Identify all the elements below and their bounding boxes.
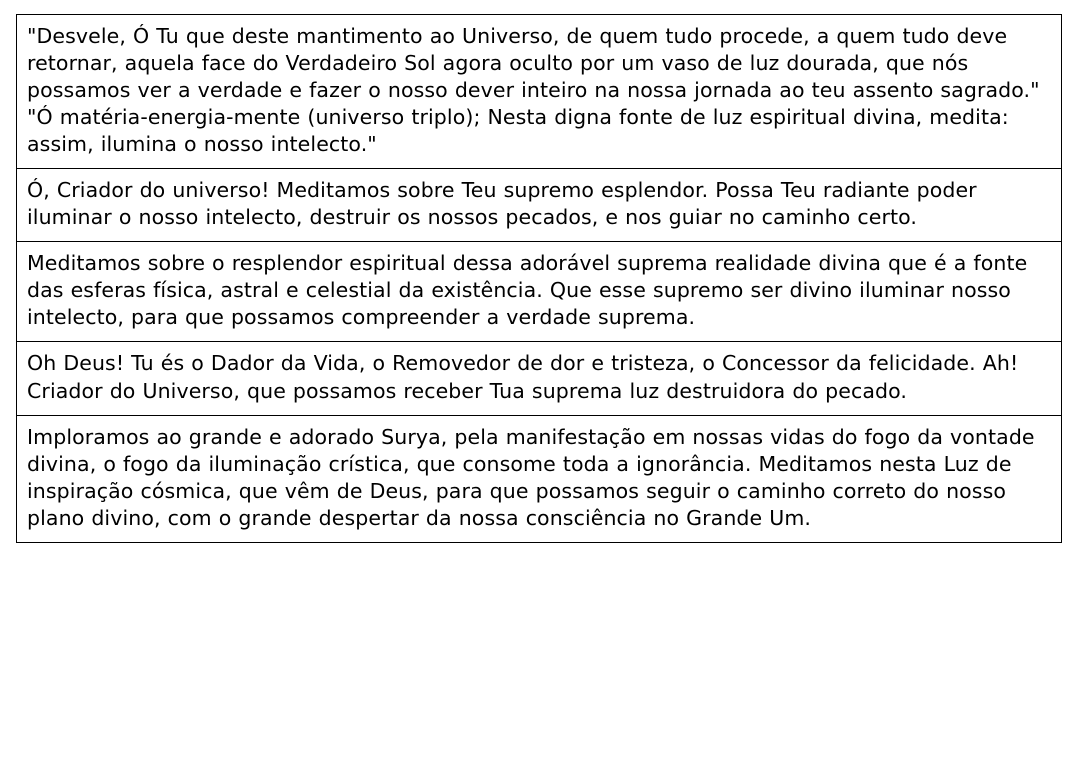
table-row xyxy=(17,415,1062,542)
quote-paragraph: "Ó matéria-energia-mente (universo triplo); Nesta digna fonte de luz espiritual divina, medita: assim, ilumina o nosso intelecto." xyxy=(27,105,1009,157)
quote-paragraph: Ó, Criador do universo! Meditamos sobre Teu supremo esplendor. Possa Teu radiante poder iluminar o nosso intelecto, destruir os nossos pecados, e nos guiar no caminho certo. xyxy=(27,178,977,230)
quote-cell-3 xyxy=(17,242,1062,342)
quote-paragraph: Imploramos ao grande e adorado Surya, pela manifestação em nossas vidas do fogo da vontade divina, o fogo da iluminação crística, que consome toda a ignorância. Meditamos nesta Luz de inspiração cósmica, que vêm de Deus, para que possamos seguir o caminho correto do nosso plano divino, com o grande despertar da nossa consciência no Grande Um. xyxy=(27,424,1035,530)
quote-table-body xyxy=(17,15,1062,543)
quote-cell-5 xyxy=(17,415,1062,542)
quote-cell-2 xyxy=(17,169,1062,242)
quote-paragraph: Oh Deus! Tu és o Dador da Vida, o Removedor de dor e tristeza, o Concessor da felicidade. Ah! Criador do Universo, que possamos receber Tua suprema luz destruidora do pecado. xyxy=(27,351,1019,403)
quote-cell-1 xyxy=(17,15,1062,169)
table-row xyxy=(17,15,1062,169)
table-row xyxy=(17,169,1062,242)
quote-paragraph: "Desvele, Ó Tu que deste mantimento ao Universo, de quem tudo procede, a quem tudo deve retornar, aquela face do Verdadeiro Sol agora oculto por um vaso de luz dourada, que nós possamos ver a verdade e fazer o nosso dever inteiro na nossa jornada ao teu assento sagrado." xyxy=(27,24,1040,103)
table-row xyxy=(17,342,1062,415)
quote-cell-4 xyxy=(17,342,1062,415)
quote-paragraph: Meditamos sobre o resplendor espiritual dessa adorável suprema realidade divina que é a fonte das esferas física, astral e celestial da existência. Que esse supremo ser divino iluminar nosso intelecto, para que possamos compreender a verdade suprema. xyxy=(27,251,1028,330)
quote-table xyxy=(16,14,1062,543)
table-row xyxy=(17,242,1062,342)
